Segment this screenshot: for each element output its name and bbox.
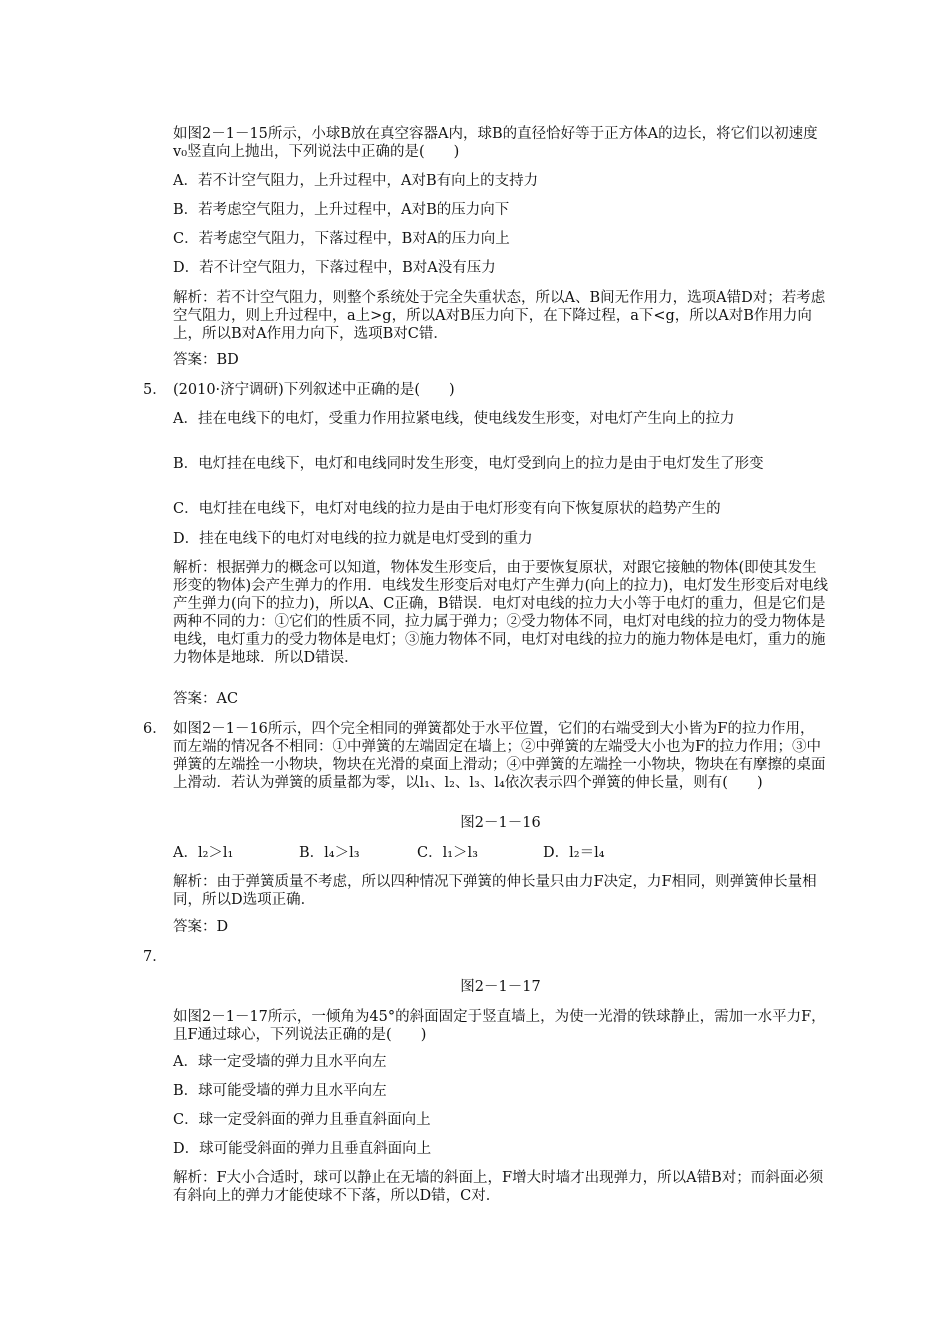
q6-option-b: B．l₄＞l₃	[299, 845, 360, 861]
q4-stem: 如图2－1－15所示，小球B放在真空容器A内，球B的直径恰好等于正方体A的边长，将它们以初速度v₀竖直向上抛出，下列说法中正确的是( )	[173, 126, 818, 160]
q6-stem: 如图2－1－16所示，四个完全相同的弹簧都处于水平位置，它们的右端受到大小皆为F的拉力作用，而左端的情况各不相同：①中弹簧的左端固定在墙上；②中弹簧的左端受大小也为F的拉力作用；③中弹簧的左端拴一小物块，物块在光滑的桌面上滑动；④中弹簧的左端拴一小物块，物块在有摩擦的桌面上滑动．若认为弹簧的质量都为零，以l₁、l₂、l₃、l₄依次表示四个弹簧的伸长量，则有( )	[173, 721, 826, 791]
q6-option-a: A．l₂＞l₁	[173, 845, 234, 861]
q5-answer: 答案：AC	[173, 691, 239, 707]
q6-answer: 答案：D	[173, 919, 229, 935]
q5-stem: (2010·济宁调研)下列叙述中正确的是( )	[173, 382, 455, 398]
q6-option-c: C．l₁＞l₃	[417, 845, 478, 861]
q5-option-b: B．电灯挂在电线下，电灯和电线同时发生形变，电灯受到向上的拉力是由于电灯发生了形变	[173, 456, 764, 472]
q4-analysis: 解析：若不计空气阻力，则整个系统处于完全失重状态，所以A、B间无作用力，选项A错D对；若考虑空气阻力，则上升过程中，a上>g，所以A对B压力向下，在下降过程，a下<g，所以A对B作用力向上，所以B对A作用力向下，选项B对C错．	[173, 290, 826, 342]
q6-number: 6．	[143, 721, 167, 737]
q6-analysis: 解析：由于弹簧质量不考虑，所以四种情况下弹簧的伸长量只由力F决定，力F相同，则弹簧伸长量相同，所以D选项正确．	[173, 874, 817, 908]
q4-option-c: C．若考虑空气阻力，下落过程中，B对A的压力向上	[173, 231, 510, 247]
q5-option-d: D．挂在电线下的电灯对电线的拉力就是电灯受到的重力	[173, 531, 533, 547]
q4-option-d: D．若不计空气阻力，下落过程中，B对A没有压力	[173, 260, 496, 276]
q7-analysis: 解析：F大小合适时，球可以静止在无墙的斜面上，F增大时墙才出现弹力，所以A错B对；而斜面必须有斜向上的弹力才能使球不下落，所以D错，C对．	[173, 1170, 824, 1204]
q5-option-c: C．电灯挂在电线下，电灯对电线的拉力是由于电灯形变有向下恢复原状的趋势产生的	[173, 501, 721, 517]
q7-option-c: C．球一定受斜面的弹力且垂直斜面向上	[173, 1112, 431, 1128]
q5-analysis: 解析：根据弹力的概念可以知道，物体发生形变后，由于要恢复原状，对跟它接触的物体(即使其发生形变的物体)会产生弹力的作用．电线发生形变后对电灯产生弹力(向上的拉力)，电灯发生形变后对电线产生弹力(向下的拉力)，所以A、C正确，B错误．电灯对电线的拉力大小等于电灯的重力，但是它们是两种不同的力：①它们的性质不同，拉力属于弹力；②受力物体不同，电灯对电线的拉力的受力物体是电线，电灯重力的受力物体是电灯；③施力物体不同，电灯对电线的拉力的施力物体是电灯，重力的施力物体是地球．所以D错误．	[173, 560, 828, 666]
q6-option-d: D．l₂＝l₄	[543, 845, 605, 861]
q5-number: 5．	[143, 382, 167, 398]
q7-figure-caption: 图2－1－17	[460, 979, 541, 995]
q6-figure-caption: 图2－1－16	[460, 815, 541, 831]
q4-answer: 答案：BD	[173, 352, 239, 368]
q4-option-b: B．若考虑空气阻力，上升过程中，A对B的压力向下	[173, 202, 510, 218]
q7-option-a: A．球一定受墙的弹力且水平向左	[173, 1054, 387, 1070]
q7-stem: 如图2－1－17所示，一倾角为45°的斜面固定于竖直墙上，为使一光滑的铁球静止，需加一水平力F，且F通过球心，下列说法正确的是( )	[173, 1009, 826, 1043]
q7-option-b: B．球可能受墙的弹力且水平向左	[173, 1083, 387, 1099]
q5-option-a: A．挂在电线下的电灯，受重力作用拉紧电线，使电线发生形变，对电灯产生向上的拉力	[173, 411, 735, 427]
q7-option-d: D．球可能受斜面的弹力且垂直斜面向上	[173, 1141, 432, 1157]
q6-options-row	[173, 844, 828, 862]
q7-number: 7．	[143, 949, 167, 965]
q4-option-a: A．若不计空气阻力，上升过程中，A对B有向上的支持力	[173, 173, 539, 189]
